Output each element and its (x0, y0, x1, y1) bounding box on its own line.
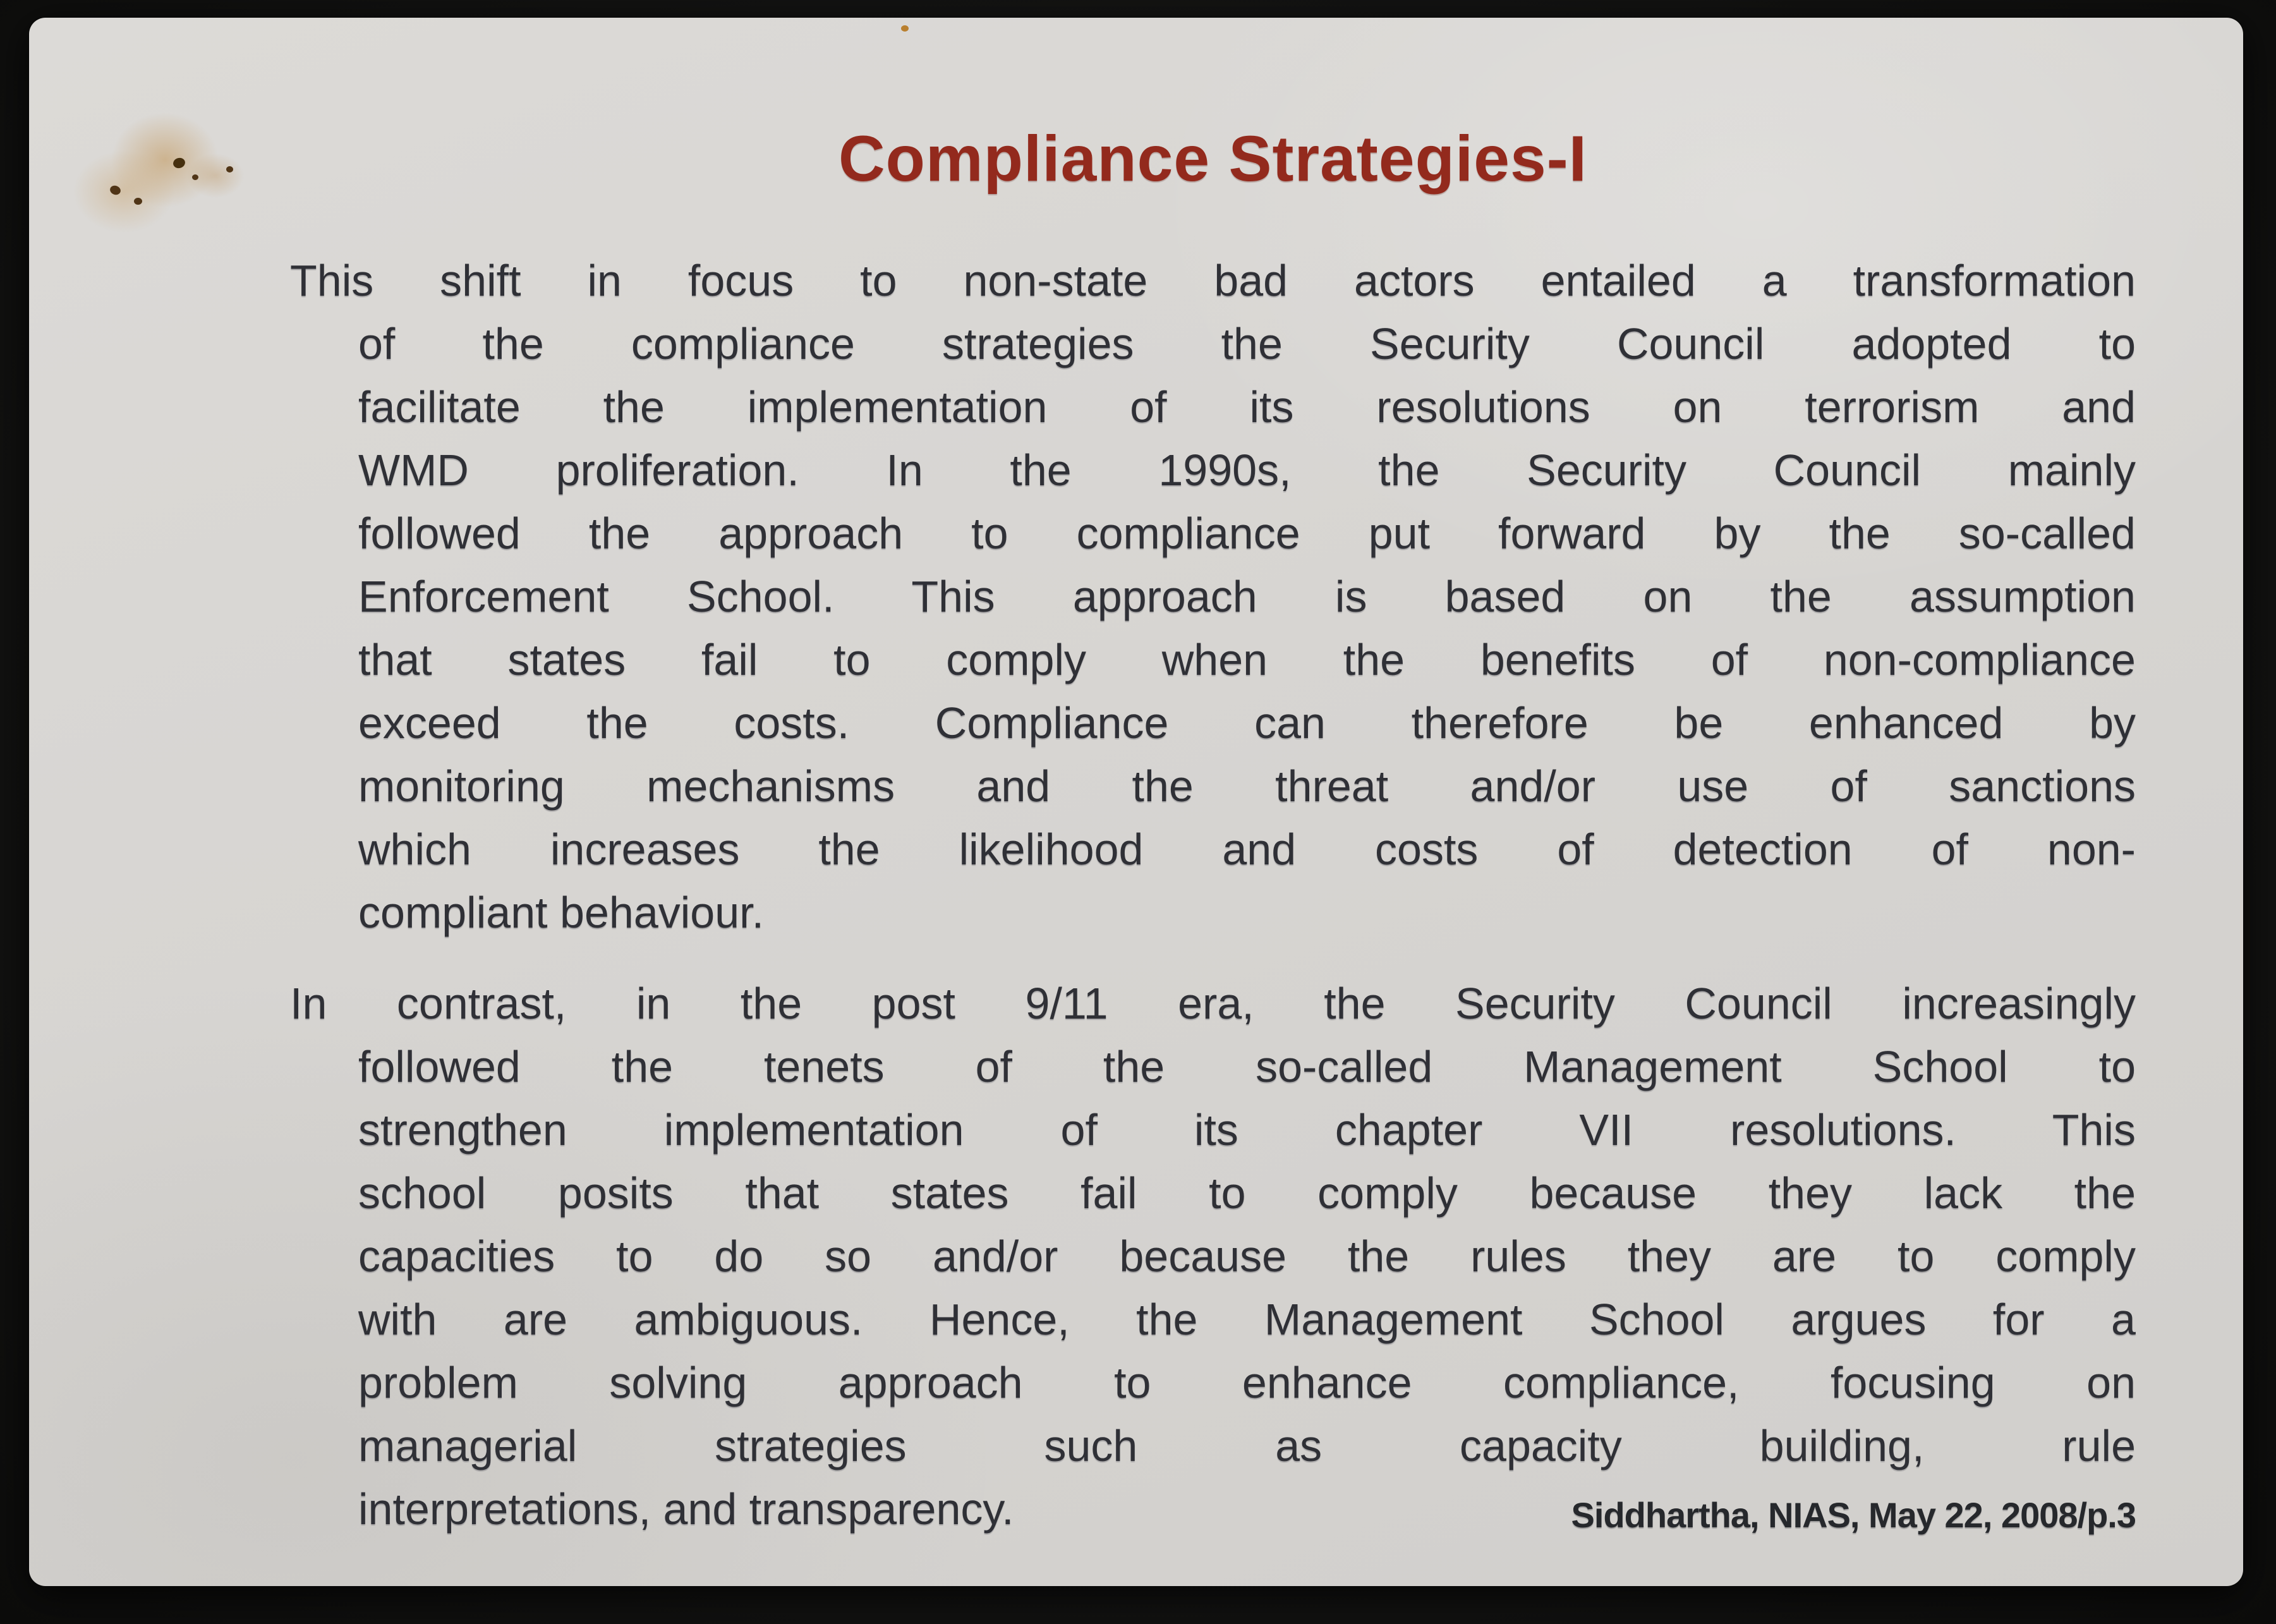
body-line: school posits that states fail to comply because they lack the (358, 1168, 2136, 1218)
slide-title: Compliance Strategies-I (838, 123, 1587, 195)
stain-blob (111, 112, 219, 207)
slide-paper (29, 18, 2243, 1586)
body-line: of the compliance strategies the Security Council adopted to (358, 319, 2136, 368)
body-line: strengthen implementation of its chapter VII resolutions. This (358, 1105, 2136, 1154)
body-line: managerial strategies such as capacity building, rule (358, 1421, 2136, 1470)
body-line: This shift in focus to non-state bad actors entailed a transformation (290, 256, 2136, 305)
body-line: followed the approach to compliance put forward by the so-called (358, 509, 2136, 558)
body-line: problem solving approach to enhance compliance, focusing on (358, 1358, 2136, 1407)
paragraph (290, 249, 2136, 944)
paragraph (290, 972, 2136, 1541)
stain-blob (73, 150, 174, 233)
footer-credit: Siddhartha, NIAS, May 22, 2008/p.3 (1571, 1495, 2136, 1535)
body-line: Enforcement School. This approach is based on the assumption (358, 572, 2136, 621)
body-line: monitoring mechanisms and the threat and/or use of sanctions (358, 761, 2136, 811)
body-line: WMD proliferation. In the 1990s, the Security Council mainly (358, 445, 2136, 495)
stain-speck (109, 185, 122, 197)
body-line: with are ambiguous. Hence, the Management School argues for a (358, 1295, 2136, 1344)
body-line: capacities to do so and/or because the rules they are to comply (358, 1232, 2136, 1281)
body-line: facilitate the implementation of its resolutions on terrorism and (358, 382, 2136, 432)
body-line: In contrast, in the post 9/11 era, the Security Council increasingly (290, 979, 2136, 1028)
body-line: exceed the costs. Compliance can therefore be enhanced by (358, 698, 2136, 748)
body-line: compliant behaviour. (358, 888, 765, 937)
slide-content (290, 18, 2136, 1586)
slide-body (290, 249, 2136, 1541)
stain-speck (192, 174, 198, 180)
stain-speck (134, 198, 142, 205)
body-line: interpretations, and transparency. (358, 1484, 1014, 1534)
stain-speck (226, 166, 233, 173)
body-line: which increases the likelihood and costs of detection of non- (358, 825, 2136, 874)
stain-blob (187, 154, 244, 198)
body-line: that states fail to comply when the benefits of non-compliance (358, 635, 2136, 684)
stain-speck (172, 157, 186, 169)
body-line: followed the tenets of the so-called Management School to (358, 1042, 2136, 1091)
